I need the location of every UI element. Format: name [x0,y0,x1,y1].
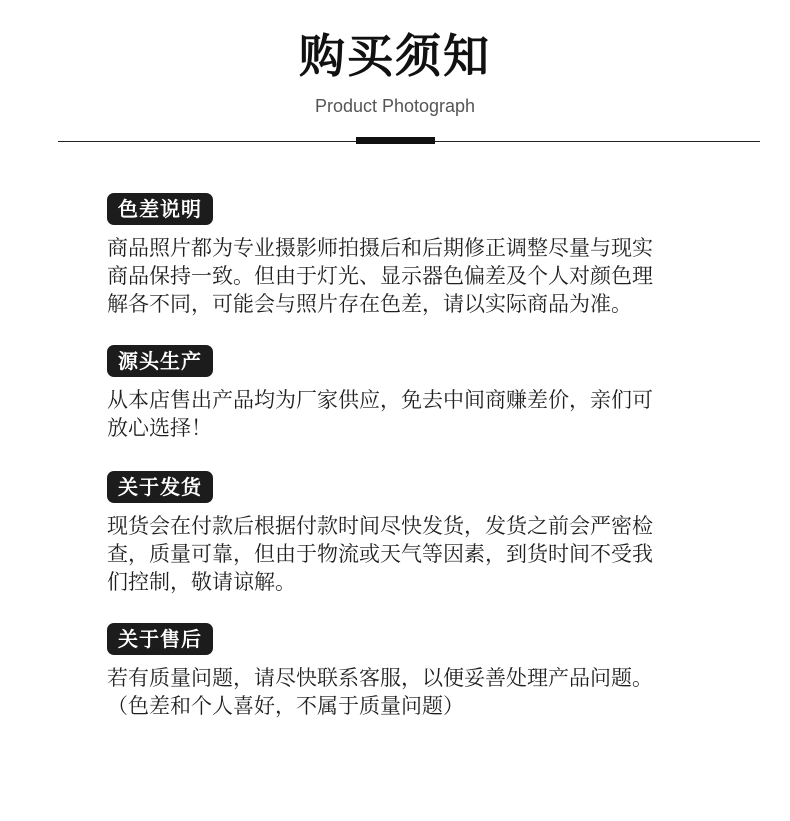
header-divider-accent [356,137,435,144]
section-body-text: 现货会在付款后根据付款时间尽快发货，发货之前会严密检 查，质量可靠，但由于物流或天气等因素，到货时间不受我 们控制，敬请谅解。 [107,514,653,594]
page-title: 购买须知 [299,29,491,83]
section-heading-badge: 色差说明 [107,193,213,225]
page-subtitle: Product Photograph [314,96,476,116]
section-source-production [107,345,717,442]
section-shipping [107,471,717,596]
section-heading-badge: 关于售后 [107,623,213,655]
section-body-text: 商品照片都为专业摄影师拍摄后和后期修正调整尽量与现实 商品保持一致。但由于灯光、显示器色偏差及个人对颜色理 解各不同，可能会与照片存在色差，请以实际商品为准。 [107,236,653,316]
section-heading-badge: 关于发货 [107,471,213,503]
section-body-text: 若有质量问题，请尽快联系客服，以便妥善处理产品问题。 （色差和个人喜好，不属于质量问题） [107,666,653,718]
section-color-difference [107,193,717,318]
section-after-sales [107,623,717,720]
section-heading-badge: 源头生产 [107,345,213,377]
section-body-text: 从本店售出产品均为厂家供应，免去中间商赚差价，亲们可 放心选择！ [107,388,653,440]
